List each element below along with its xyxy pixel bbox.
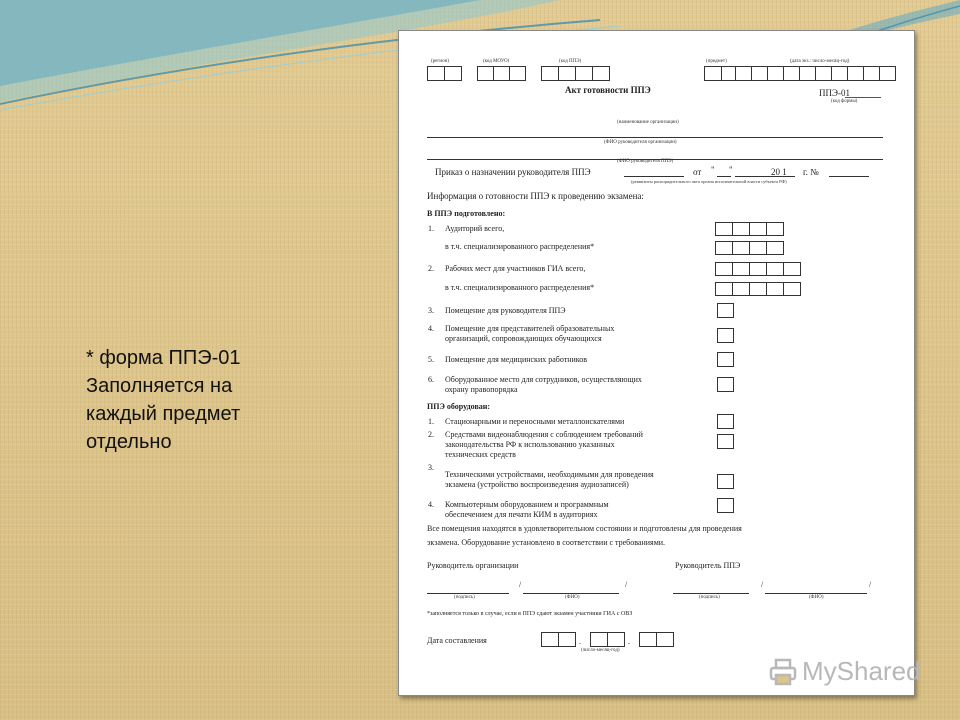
item-text: Техническими устройствами, необходимыми для проведения (445, 470, 654, 479)
order-quote-open: " (711, 165, 715, 175)
order-from: от (693, 167, 702, 177)
item-text: охрану правопорядка (445, 385, 518, 394)
order-text: Приказ о назначении руководителя ППЭ (435, 167, 591, 177)
ppe-head-caption: (ФИО руководителя ППЭ) (617, 159, 674, 164)
count-boxes[interactable] (716, 241, 784, 255)
fio-caption: (ФИО) (565, 595, 580, 600)
count-boxes[interactable] (716, 282, 801, 296)
side-note-line: Заполняется на (86, 375, 233, 397)
fio-caption: (ФИО) (809, 595, 824, 600)
order-year: 20 1 (771, 167, 787, 177)
org-caption: (наименование организации) (617, 120, 679, 125)
date-day-boxes[interactable] (542, 632, 576, 647)
org-head-caption: (ФИО руководителя организации) (604, 140, 677, 145)
item-text: технических средств (445, 450, 516, 459)
mouo-label: (код МОУО) (483, 59, 510, 64)
item-text: Средствами видеонаблюдения с соблюдением требований (445, 430, 643, 439)
item-text: экзамена (устройство воспроизведения аудиозаписей) (445, 480, 629, 489)
sign-ppe-label: Руководитель ППЭ (675, 561, 741, 570)
equipped-header: ППЭ оборудован: (427, 402, 491, 411)
checkbox[interactable] (717, 328, 734, 343)
item-text: обеспечением для печати КИМ в аудиториях (445, 510, 598, 519)
item-number: 5. (428, 355, 434, 364)
slash: / (625, 580, 628, 589)
item-number: 1. (428, 417, 434, 426)
order-number-label: г. № (803, 167, 819, 177)
slash: / (761, 580, 764, 589)
count-boxes[interactable] (716, 222, 784, 236)
signature-caption: (подпись) (699, 595, 720, 600)
signature-line[interactable] (673, 593, 749, 594)
date-label: Дата составления (427, 636, 487, 645)
checkbox[interactable] (717, 434, 734, 449)
slash: / (519, 580, 522, 589)
form-code: ППЭ-01 (819, 88, 850, 98)
prepared-header: В ППЭ подготовлено: (427, 209, 506, 218)
conclusion-line: экзамена. Оборудование установлено в соответствии с требованиями. (427, 538, 666, 547)
item-text: Компьютерным оборудованием и программным (445, 500, 609, 509)
subject-boxes[interactable] (705, 66, 739, 81)
item-number: 6. (428, 375, 434, 384)
side-note-line: * форма ППЭ-01 (86, 347, 241, 369)
sign-org-label: Руководитель организации (427, 561, 519, 570)
ppe-code-boxes[interactable] (542, 66, 610, 81)
item-text: в т.ч. специализированного распределения* (445, 242, 595, 251)
fio-line[interactable] (765, 593, 867, 594)
item-text: Помещение для медицинских работников (445, 355, 588, 364)
date-dot: . (579, 637, 581, 646)
side-note-line: отдельно (86, 431, 172, 453)
checkbox[interactable] (717, 303, 734, 318)
item-number: 1. (428, 224, 434, 233)
item-text: Помещение для руководителя ППЭ (445, 306, 566, 315)
count-boxes[interactable] (716, 262, 801, 276)
item-text: Рабочих мест для участников ГИА всего, (445, 264, 586, 273)
conclusion-line: Все помещения находятся в удовлетворительном состоянии и подготовлены для проведения (427, 524, 742, 533)
footnote: *заполняется только в случае, если в ППЭ сдают экзамен участники ГИА с ОВЗ (427, 611, 633, 617)
item-text: Оборудованное место для сотрудников, осуществляющих (445, 375, 642, 384)
date-dot: . (628, 637, 630, 646)
checkbox[interactable] (717, 352, 734, 367)
item-number: 4. (428, 500, 434, 509)
subject-label: (предмет) (706, 59, 727, 64)
item-text: законодательства РФ к использованию указанных (445, 440, 615, 449)
order-quote-close: " (729, 165, 733, 175)
form-sheet (398, 30, 915, 696)
item-number: 3. (428, 463, 434, 472)
date-year-boxes[interactable] (640, 632, 674, 647)
exam-date-label: (дата экз.: число-месяц-год) (790, 59, 850, 64)
item-text: организаций, сопровождающих обучающихся (445, 334, 602, 343)
mouo-boxes[interactable] (478, 66, 526, 81)
date-month-boxes[interactable] (591, 632, 625, 647)
watermark (768, 656, 921, 687)
checkbox[interactable] (717, 414, 734, 429)
slash: / (869, 580, 872, 589)
region-boxes[interactable] (428, 66, 462, 81)
order-caption: (реквизиты распорядительного акта органа исполнительной власти субъекта РФ) (631, 179, 787, 184)
item-number: 2. (428, 430, 434, 439)
side-note (86, 344, 306, 456)
item-number: 2. (428, 264, 434, 273)
item-text: Стационарными и переносными металлоискателями (445, 417, 625, 426)
exam-date-boxes[interactable] (736, 66, 896, 81)
item-text: Помещение для представителей образовательных (445, 324, 615, 333)
ppe-code-label: (код ППЭ) (559, 59, 582, 64)
checkbox[interactable] (717, 377, 734, 392)
item-number: 4. (428, 324, 434, 333)
date-caption: (число-месяц-год) (581, 648, 620, 653)
item-number: 3. (428, 306, 434, 315)
watermark-text: MyShared (802, 656, 921, 686)
form-code-caption: (код формы) (831, 99, 858, 104)
info-line: Информация о готовности ППЭ к проведению экзамена: (427, 191, 644, 201)
fio-line[interactable] (523, 593, 619, 594)
item-text: Аудиторий всего, (445, 224, 505, 233)
printer-icon (768, 657, 798, 687)
form-title: Акт готовности ППЭ (565, 85, 651, 95)
region-label: (регион) (431, 59, 449, 64)
signature-line[interactable] (427, 593, 509, 594)
signature-caption: (подпись) (454, 595, 475, 600)
checkbox[interactable] (717, 498, 734, 513)
item-text: в т.ч. специализированного распределения* (445, 283, 595, 292)
checkbox[interactable] (717, 474, 734, 489)
side-note-line: каждый предмет (86, 403, 241, 425)
